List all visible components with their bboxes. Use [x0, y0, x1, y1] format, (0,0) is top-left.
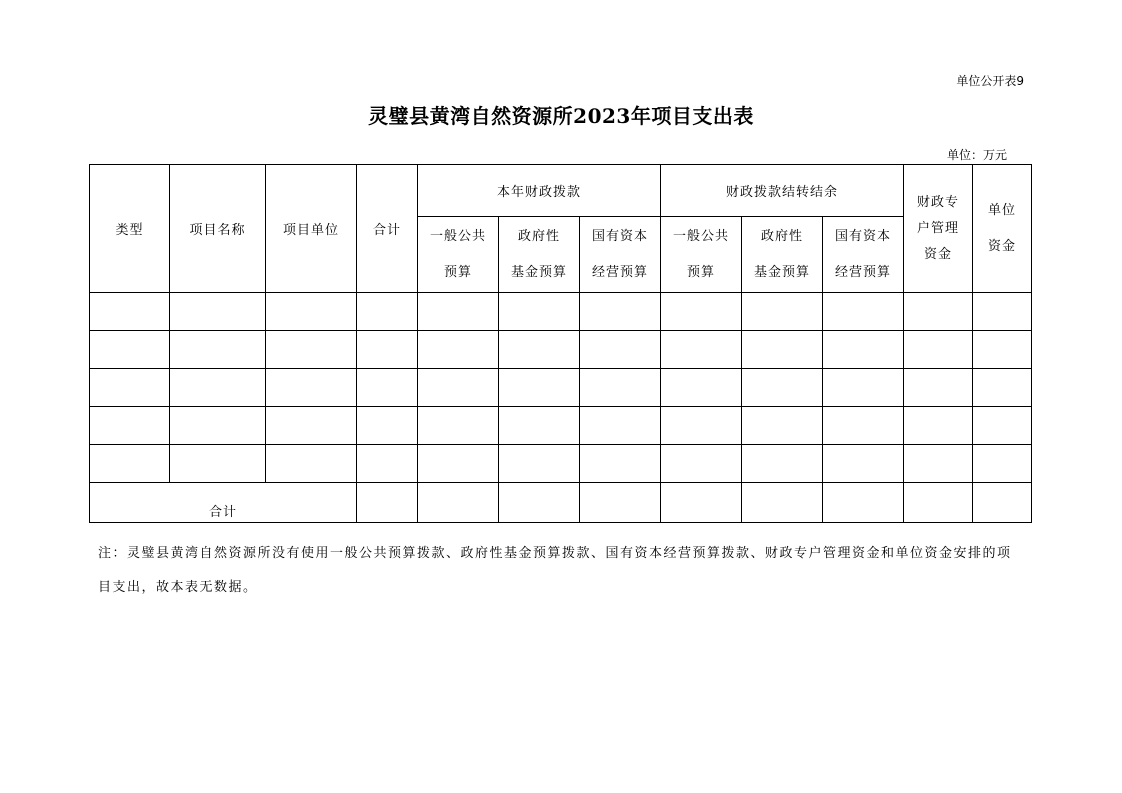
table-cell — [357, 407, 418, 445]
table-cell — [661, 407, 742, 445]
table-row — [90, 369, 1032, 407]
header-project-name: 项目名称 — [170, 165, 266, 293]
header-line: 预算 — [687, 264, 716, 280]
header-total: 合计 — [357, 165, 418, 293]
table-cell — [90, 331, 170, 369]
table-cell — [973, 483, 1032, 523]
table-cell — [580, 407, 661, 445]
table-cell — [580, 483, 661, 523]
table-cell — [580, 369, 661, 407]
table-cell — [266, 331, 357, 369]
table-cell — [823, 483, 904, 523]
table-cell — [823, 445, 904, 483]
table-cell — [499, 331, 580, 369]
header-line: 一般公共 — [429, 228, 486, 244]
form-number: 单位公开表9 — [956, 74, 1024, 88]
header-special-account-line-2: 户管理 — [917, 220, 960, 236]
table-cell — [418, 293, 499, 331]
table-cell — [90, 407, 170, 445]
table-row — [90, 293, 1032, 331]
table-cell — [170, 369, 266, 407]
header-current-general-budget — [418, 217, 499, 293]
header-special-account-line-3: 资金 — [924, 246, 953, 262]
header-project-unit: 项目单位 — [266, 165, 357, 293]
table-cell — [418, 331, 499, 369]
table-cell — [904, 331, 973, 369]
table-cell — [742, 445, 823, 483]
table-cell — [904, 293, 973, 331]
header-carryover-gov-fund — [742, 217, 823, 293]
table-cell — [661, 483, 742, 523]
header-special-account — [904, 165, 973, 293]
header-line: 经营预算 — [592, 264, 649, 280]
table-cell — [580, 331, 661, 369]
table-cell — [418, 445, 499, 483]
header-unit-funds-line-1: 单位 — [988, 202, 1017, 218]
table-cell — [170, 331, 266, 369]
table-cell — [499, 407, 580, 445]
header-line: 预算 — [443, 264, 472, 280]
header-line: 政府性 — [517, 228, 560, 244]
table-cell — [973, 407, 1032, 445]
header-line: 基金预算 — [510, 264, 567, 280]
header-row-1 — [90, 165, 1032, 217]
table-cell — [973, 293, 1032, 331]
table-cell — [266, 407, 357, 445]
header-carryover-state-capital — [823, 217, 904, 293]
header-line: 一般公共 — [673, 228, 730, 244]
header-line: 经营预算 — [835, 264, 892, 280]
unit-label: 单位：万元 — [946, 148, 1007, 162]
table-cell — [580, 445, 661, 483]
table-cell — [823, 293, 904, 331]
table-cell — [266, 293, 357, 331]
table-cell — [499, 445, 580, 483]
table-cell — [973, 445, 1032, 483]
summary-row — [90, 483, 1032, 523]
header-line: 基金预算 — [754, 264, 811, 280]
page-title: 灵璧县黄湾自然资源所2023年项目支出表 — [368, 104, 754, 128]
table-cell — [418, 407, 499, 445]
header-line: 国有资本 — [835, 228, 892, 244]
header-line: 国有资本 — [592, 228, 649, 244]
table-cell — [418, 483, 499, 523]
table-cell — [904, 369, 973, 407]
header-unit-funds — [973, 165, 1032, 293]
table-cell — [418, 369, 499, 407]
table-cell — [661, 445, 742, 483]
table-cell — [661, 293, 742, 331]
table-cell — [266, 445, 357, 483]
table-cell — [357, 445, 418, 483]
header-line: 政府性 — [761, 228, 804, 244]
project-expenditure-table — [89, 164, 1032, 523]
table-cell — [973, 369, 1032, 407]
table-cell — [904, 407, 973, 445]
header-carryover-general-budget — [661, 217, 742, 293]
table-cell — [904, 445, 973, 483]
table-cell — [823, 331, 904, 369]
table-cell — [170, 445, 266, 483]
header-current-state-capital — [580, 217, 661, 293]
table-cell — [973, 331, 1032, 369]
table-cell — [90, 445, 170, 483]
table-cell — [742, 483, 823, 523]
table-cell — [742, 331, 823, 369]
table-cell — [499, 369, 580, 407]
table-cell — [580, 293, 661, 331]
table-row — [90, 331, 1032, 369]
table-cell — [742, 407, 823, 445]
table-cell — [170, 407, 266, 445]
summary-label: 合计 — [90, 483, 357, 523]
header-group-carryover: 财政拨款结转结余 — [661, 165, 904, 217]
header-group-current-year: 本年财政拨款 — [418, 165, 661, 217]
table-cell — [742, 369, 823, 407]
table-cell — [499, 483, 580, 523]
table-cell — [90, 369, 170, 407]
table-row — [90, 407, 1032, 445]
table-cell — [357, 369, 418, 407]
table-cell — [742, 293, 823, 331]
footnote: 注：灵璧县黄湾自然资源所没有使用一般公共预算拨款、政府性基金预算拨款、国有资本经营预算拨款、财政专户管理资金和单位资金安排的项目支出，故本表无数据。 — [98, 546, 1012, 595]
table-cell — [170, 293, 266, 331]
header-special-account-line-1: 财政专 — [917, 194, 960, 210]
table-cell — [266, 369, 357, 407]
table-cell — [357, 331, 418, 369]
table-cell — [357, 293, 418, 331]
header-unit-funds-line-2: 资金 — [988, 238, 1017, 254]
header-type: 类型 — [90, 165, 170, 293]
table-cell — [661, 331, 742, 369]
table-cell — [823, 369, 904, 407]
table-row — [90, 445, 1032, 483]
header-current-gov-fund — [499, 217, 580, 293]
table-cell — [661, 369, 742, 407]
table-cell — [499, 293, 580, 331]
table-cell — [823, 407, 904, 445]
table-cell — [90, 293, 170, 331]
table-cell — [904, 483, 973, 523]
table-cell — [357, 483, 418, 523]
